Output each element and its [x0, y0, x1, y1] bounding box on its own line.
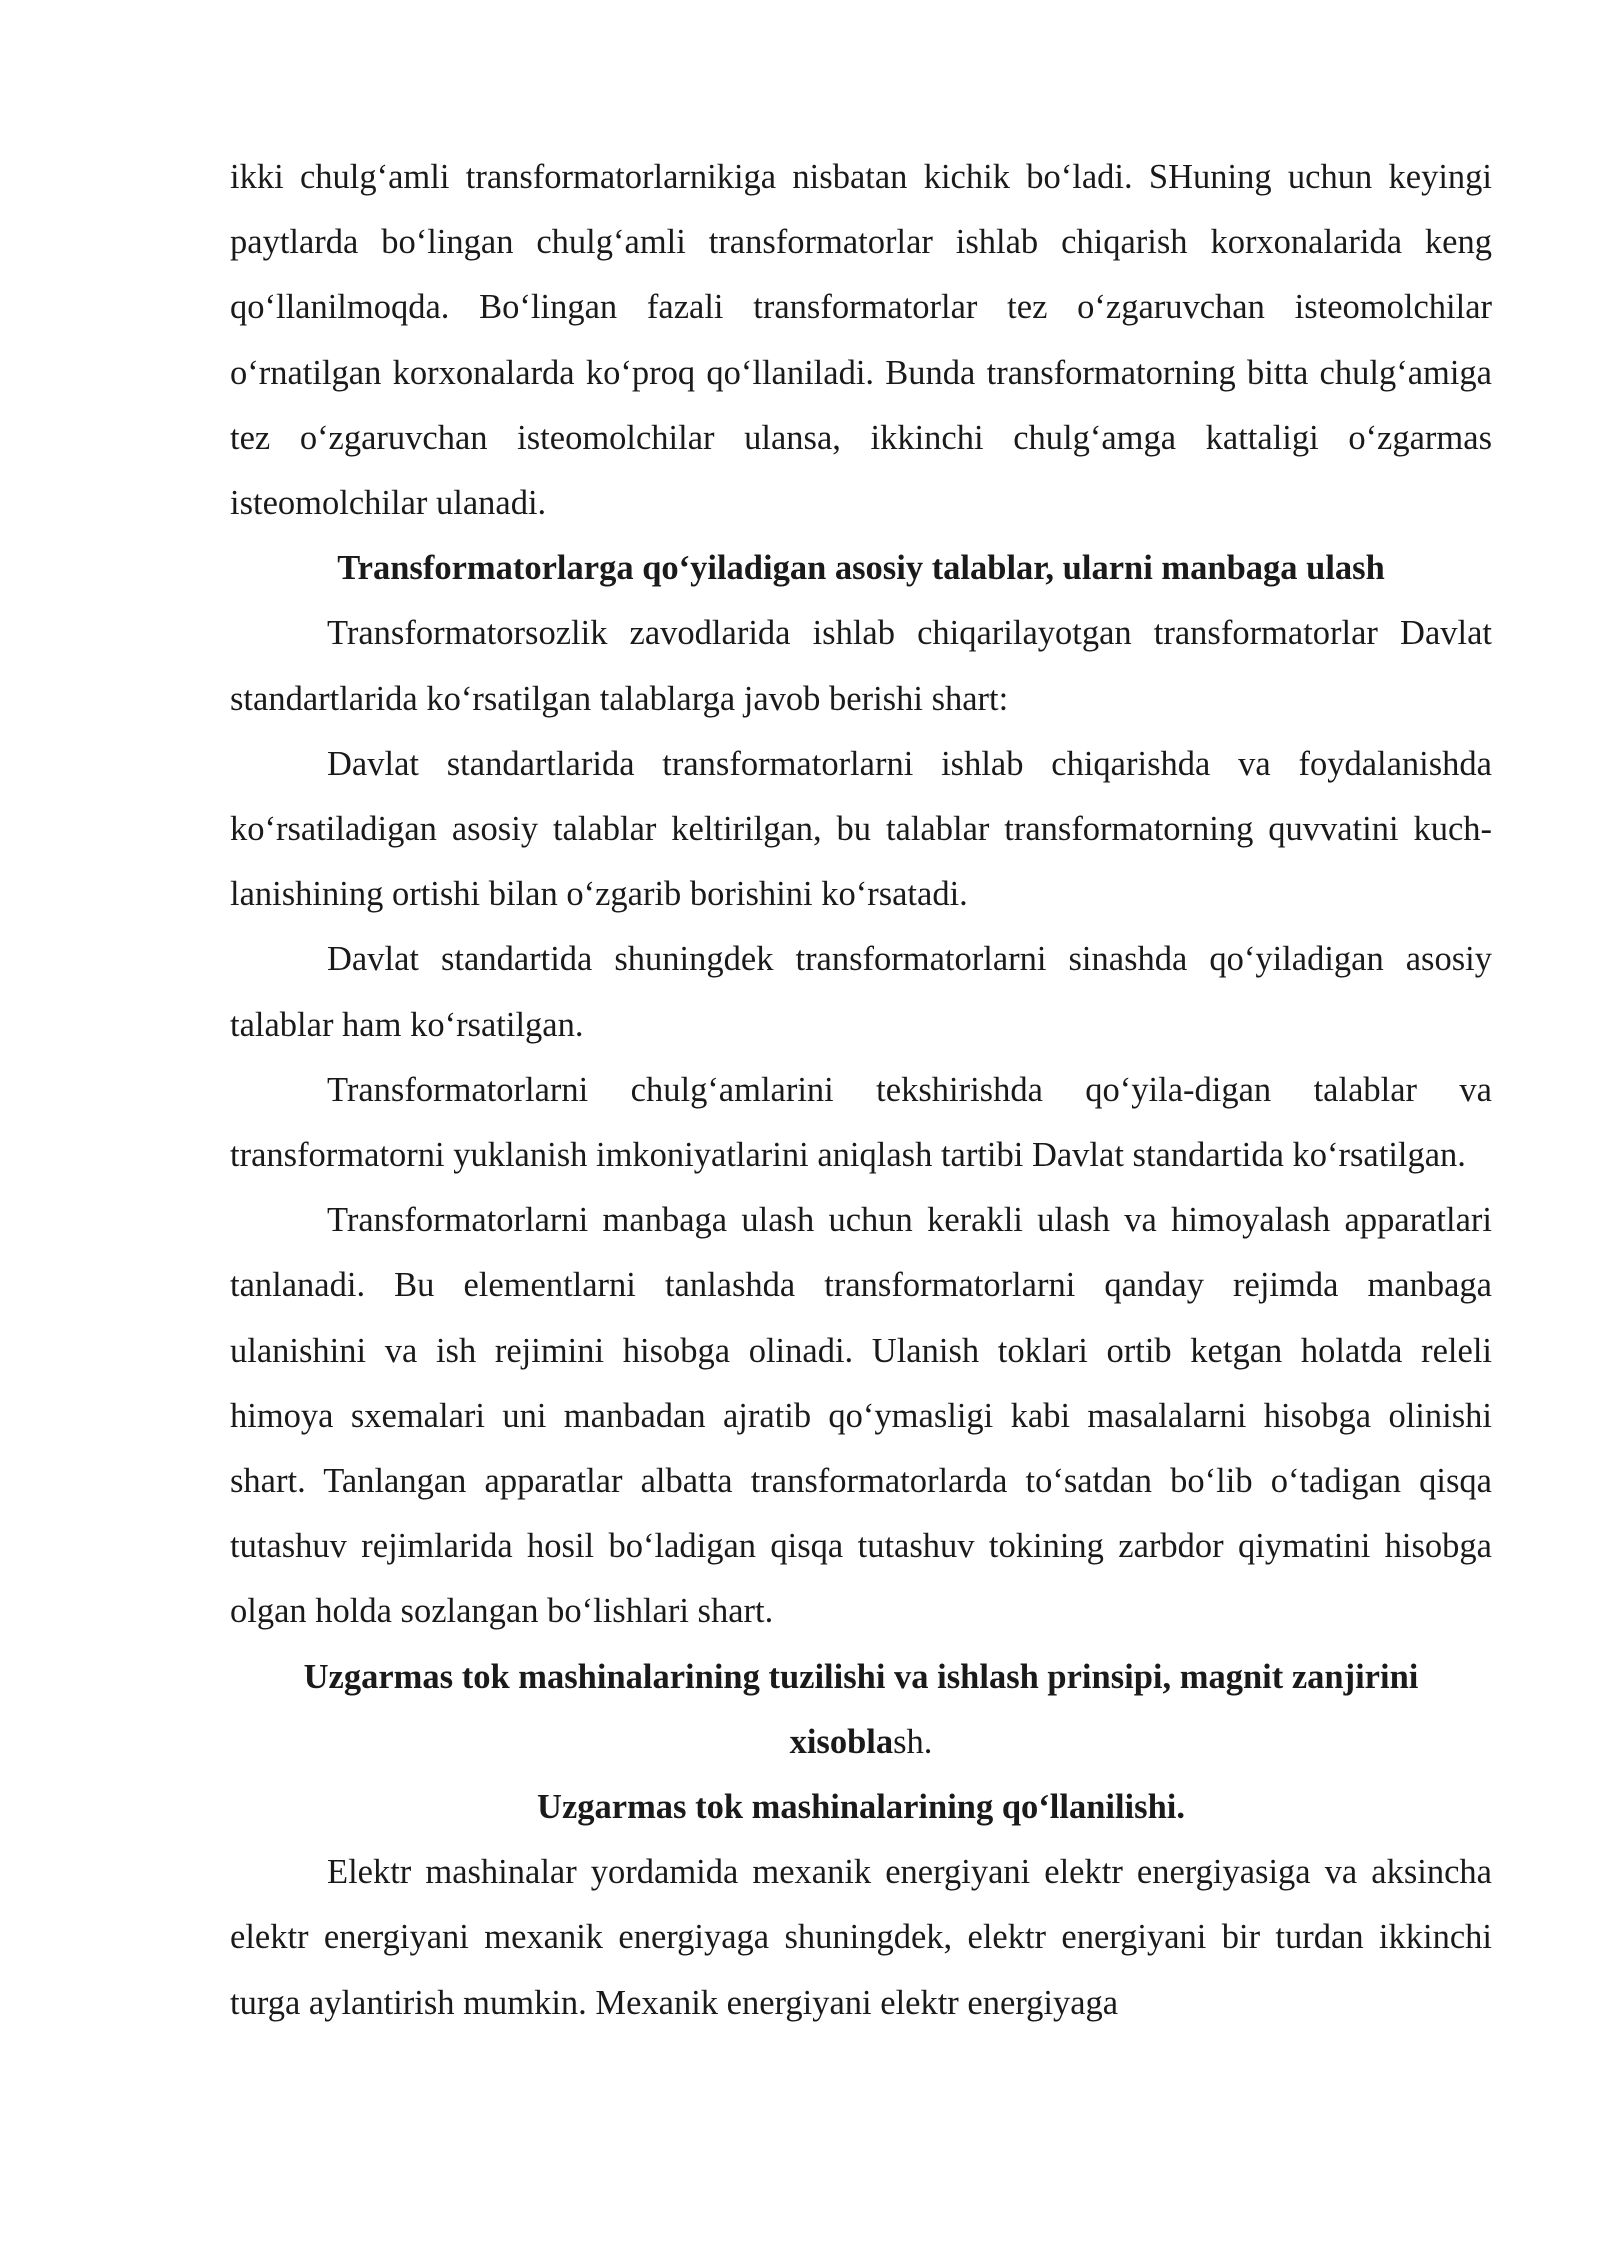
document-page	[230, 145, 1492, 2036]
paragraph-4: Davlat standartida shuningdek transformatorlarni sinashda qo‘yiladigan asosiy talablar ham ko‘rsatilgan.	[230, 940, 1492, 1044]
heading-dc-machines-usage: Uzgarmas tok mashinalarining qo‘llanilishi.	[537, 1788, 1185, 1827]
paragraph-2: Transformatorsozlik zavodlarida ishlab chiqarilayotgan transformatorlar Davlat standartlarida ko‘rsatilgan talablarga javob berishi shart:	[230, 614, 1492, 718]
paragraph-6: Transformatorlarni manbaga ulash uchun kerakli ulash va himoyalash apparatlari tanlanadi. Bu elementlarni tanlashda transformatorlarni qanday rejimda manbaga ulanishini va ish rejimini hisobga olinadi. Ulanish toklari ortib ketgan holatda releli himoya sxemalari uni manbadan ajratib qo‘ymasligi kabi masalalarni hisobga olinishi shart. Tanlangan apparatlar albatta transformatorlarda to‘satdan bo‘lib o‘tadigan qisqa tutashuv rejimlarida hosil bo‘ladigan qisqa tutashuv tokining zarbdor qiymatini hisobga olgan holda sozlangan bo‘lishlari shart.	[230, 1201, 1492, 1631]
heading-dc-machines-structure	[230, 1645, 1492, 1775]
paragraph-1: ikki chulg‘amli transformatorlarnikiga nisbatan kichik bo‘ladi. SHuning uchun keyingi paytlarda bo‘lingan chulg‘amli transformatorlar ishlab chiqarish korxonalarida keng qo‘llanilmoqda. Bo‘lingan fazali transformatorlar tez o‘zgaruvchan isteomolchilar o‘rnatilgan korxonalarda ko‘proq qo‘llaniladi. Bunda transformatorning bitta chulg‘amiga tez o‘zgaruvchan isteomolchilar ulansa, ikkinchi chulg‘amga kattaligi o‘zgarmas isteomolchilar ulanadi.	[230, 158, 1492, 523]
paragraph-3: Davlat standartlarida transformatorlarni ishlab chiqarishda va foydalanishda ko‘rsatiladigan asosiy talablar keltirilgan, bu talablar transformatorning quvvatini kuch-lanishining ortishi bilan o‘zgarib borishini ko‘rsatadi.	[230, 744, 1492, 914]
heading-dc-machines-structure-tail: sh.	[893, 1722, 933, 1761]
paragraph-5: Transformatorlarni chulg‘amlarini tekshirishda qo‘yila-digan talablar va transformatorni yuklanish imkoniyatlarini aniqlash tartibi Davlat standartida ko‘rsatilgan.	[230, 1070, 1492, 1175]
paragraph-7: Elektr mashinalar yordamida mexanik energiyani elektr energiyasiga va aksincha elektr energiyani mexanik energiyaga shuningdek, elektr energiyani bir turdan ikkinchi turga aylantirish mumkin. Mexanik energiyani elektr energiyaga	[230, 1853, 1492, 2022]
heading-transformer-requirements: Transformatorlarga qo‘yiladigan asosiy talablar, ularni manbaga ulash	[337, 549, 1385, 588]
heading-dc-machines-structure-bold: Uzgarmas tok mashinalarining tuzilishi va ishlash prinsipi, magnit zanjirini xisobla	[303, 1657, 1419, 1761]
